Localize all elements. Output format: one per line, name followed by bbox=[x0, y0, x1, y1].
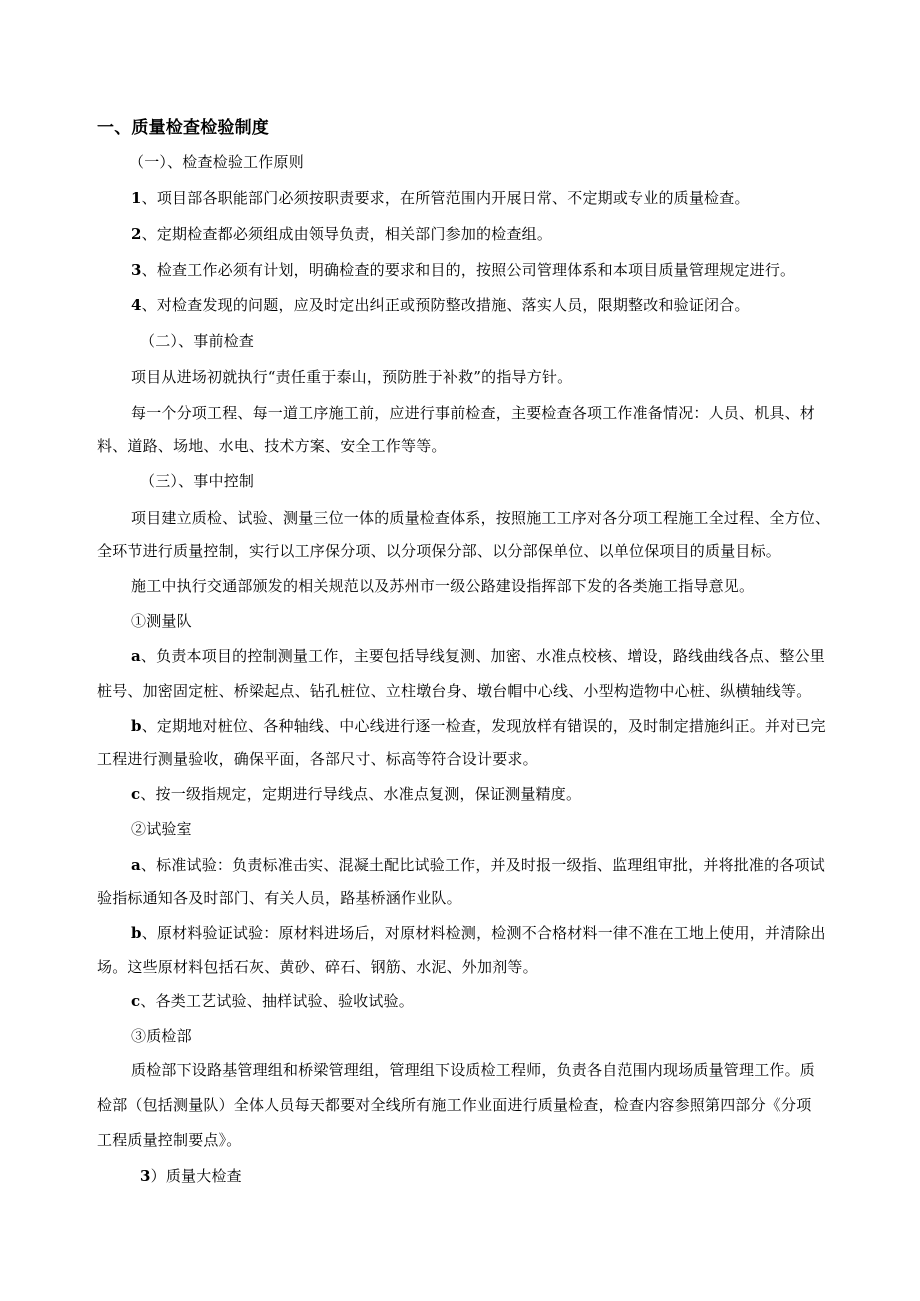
item-b2-line-2: 场。这些原材料包括石灰、黄砂、碎石、钢筋、水泥、外加剂等。 bbox=[97, 958, 538, 976]
paragraph-7-line-2: 全环节进行质量控制，实行以工序保分项、以分项保分部、以分部保单位、以单位保项目的质量目标。 bbox=[97, 542, 782, 560]
paragraph-text: 、项目部各职能部门必须按职责要求，在所管范围内开展日常、不定期或专业的质量检查。 bbox=[141, 189, 750, 207]
paragraph-1 bbox=[131, 188, 750, 208]
item-letter: a bbox=[131, 647, 141, 665]
subsection-heading-2: （二）、事前检查 bbox=[140, 332, 255, 350]
item-a1-line-1 bbox=[131, 646, 825, 666]
paragraph-6-line-1: 每一个分项工程、每一道工序施工前，应进行事前检查，主要检查各项工作准备情况：人员、机具、材 bbox=[131, 404, 816, 422]
subsection-heading-1: （一）、检查检验工作原则 bbox=[129, 153, 304, 171]
sub-heading-laboratory: ②试验室 bbox=[131, 820, 192, 838]
paragraph-2 bbox=[131, 224, 552, 244]
paragraph-7-line-1: 项目建立质检、试验、测量三位一体的质量检查体系，按照施工工序对各分项工程施工全过程、全方位、 bbox=[131, 509, 831, 527]
item-number: 3 bbox=[131, 261, 142, 279]
paragraph-6-line-2: 料、道路、场地、水电、技术方案、安全工作等等。 bbox=[97, 437, 447, 455]
item-letter: b bbox=[131, 924, 142, 942]
paragraph-text: 、定期检查都必须组成由领导负责，相关部门参加的检查组。 bbox=[141, 225, 553, 243]
paragraph-4 bbox=[131, 295, 750, 315]
item-c2 bbox=[131, 991, 414, 1011]
sub-heading-quality-dept: ③质检部 bbox=[131, 1027, 192, 1045]
item-number: 3 bbox=[140, 1167, 151, 1185]
item-b1-line-1 bbox=[131, 716, 826, 736]
item-letter: b bbox=[131, 717, 142, 735]
item-a2-line-2: 验指标通知各及时部门、有关人员，路基桥涵作业队。 bbox=[97, 889, 462, 907]
sub-heading-survey-team: ①测量队 bbox=[131, 612, 192, 630]
item-a2-line-1 bbox=[131, 855, 825, 875]
subsection-heading-3: （三）、事中控制 bbox=[140, 472, 255, 490]
item-text: 、标准试验：负责标准击实、混凝土配比试验工作，并及时报一级指、监理组审批，并将批准的各项试 bbox=[140, 856, 825, 874]
item-text: 、负责本项目的控制测量工作，主要包括导线复测、加密、水准点校核、增设，路线曲线各点、整公里 bbox=[140, 647, 825, 665]
paragraph-8: 施工中执行交通部颁发的相关规范以及苏州市一级公路建设指挥部下发的各类施工指导意见。 bbox=[131, 577, 755, 595]
item-text: 、各类工艺试验、抽样试验、验收试验。 bbox=[140, 992, 414, 1010]
item-text: 、原材料验证试验：原材料进场后，对原材料检测，检测不合格材料一律不准在工地上使用，并清除出 bbox=[141, 924, 826, 942]
paragraph-9-line-3: 工程质量控制要点》。 bbox=[97, 1131, 242, 1149]
item-b2-line-1 bbox=[131, 923, 826, 943]
item-number: 2 bbox=[131, 225, 142, 243]
subsection-heading-quality-inspection bbox=[140, 1166, 242, 1186]
item-a1-line-2: 桩号、加密固定桩、桥梁起点、钻孔桩位、立柱墩台身、墩台帽中心线、小型构造物中心桩、纵横轴线等。 bbox=[97, 682, 812, 700]
item-letter: c bbox=[131, 785, 141, 803]
item-letter: a bbox=[131, 856, 141, 874]
item-number: 1 bbox=[131, 189, 142, 207]
item-text: 、定期地对桩位、各种轴线、中心线进行逐一检查，发现放样有错误的，及时制定措施纠正。并对已完 bbox=[141, 717, 826, 735]
item-number: 4 bbox=[131, 296, 142, 314]
heading-text: ）质量大检查 bbox=[150, 1167, 242, 1185]
section-title: 一、质量检查检验制度 bbox=[97, 118, 269, 138]
paragraph-5: 项目从进场初就执行“责任重于泰山，预防胜于补救”的指导方针。 bbox=[131, 368, 573, 386]
paragraph-text: 、检查工作必须有计划，明确检查的要求和目的，按照公司管理体系和本项目质量管理规定进行。 bbox=[141, 261, 796, 279]
paragraph-9-line-1: 质检部下设路基管理组和桥梁管理组，管理组下设质检工程师，负责各自范围内现场质量管理工作。质 bbox=[131, 1061, 816, 1079]
item-c1 bbox=[131, 784, 581, 804]
item-b1-line-2: 工程进行测量验收，确保平面，各部尺寸、标高等符合设计要求。 bbox=[97, 750, 538, 768]
paragraph-9-line-2: 检部（包括测量队）全体人员每天都要对全线所有施工作业面进行质量检查，检查内容参照第四部分《分项 bbox=[97, 1096, 812, 1114]
paragraph-text: 、对检查发现的问题，应及时定出纠正或预防整改措施、落实人员，限期整改和验证闭合。 bbox=[141, 296, 750, 314]
item-text: 、按一级指规定，定期进行导线点、水准点复测，保证测量精度。 bbox=[140, 785, 582, 803]
item-letter: c bbox=[131, 992, 141, 1010]
paragraph-3 bbox=[131, 260, 795, 280]
